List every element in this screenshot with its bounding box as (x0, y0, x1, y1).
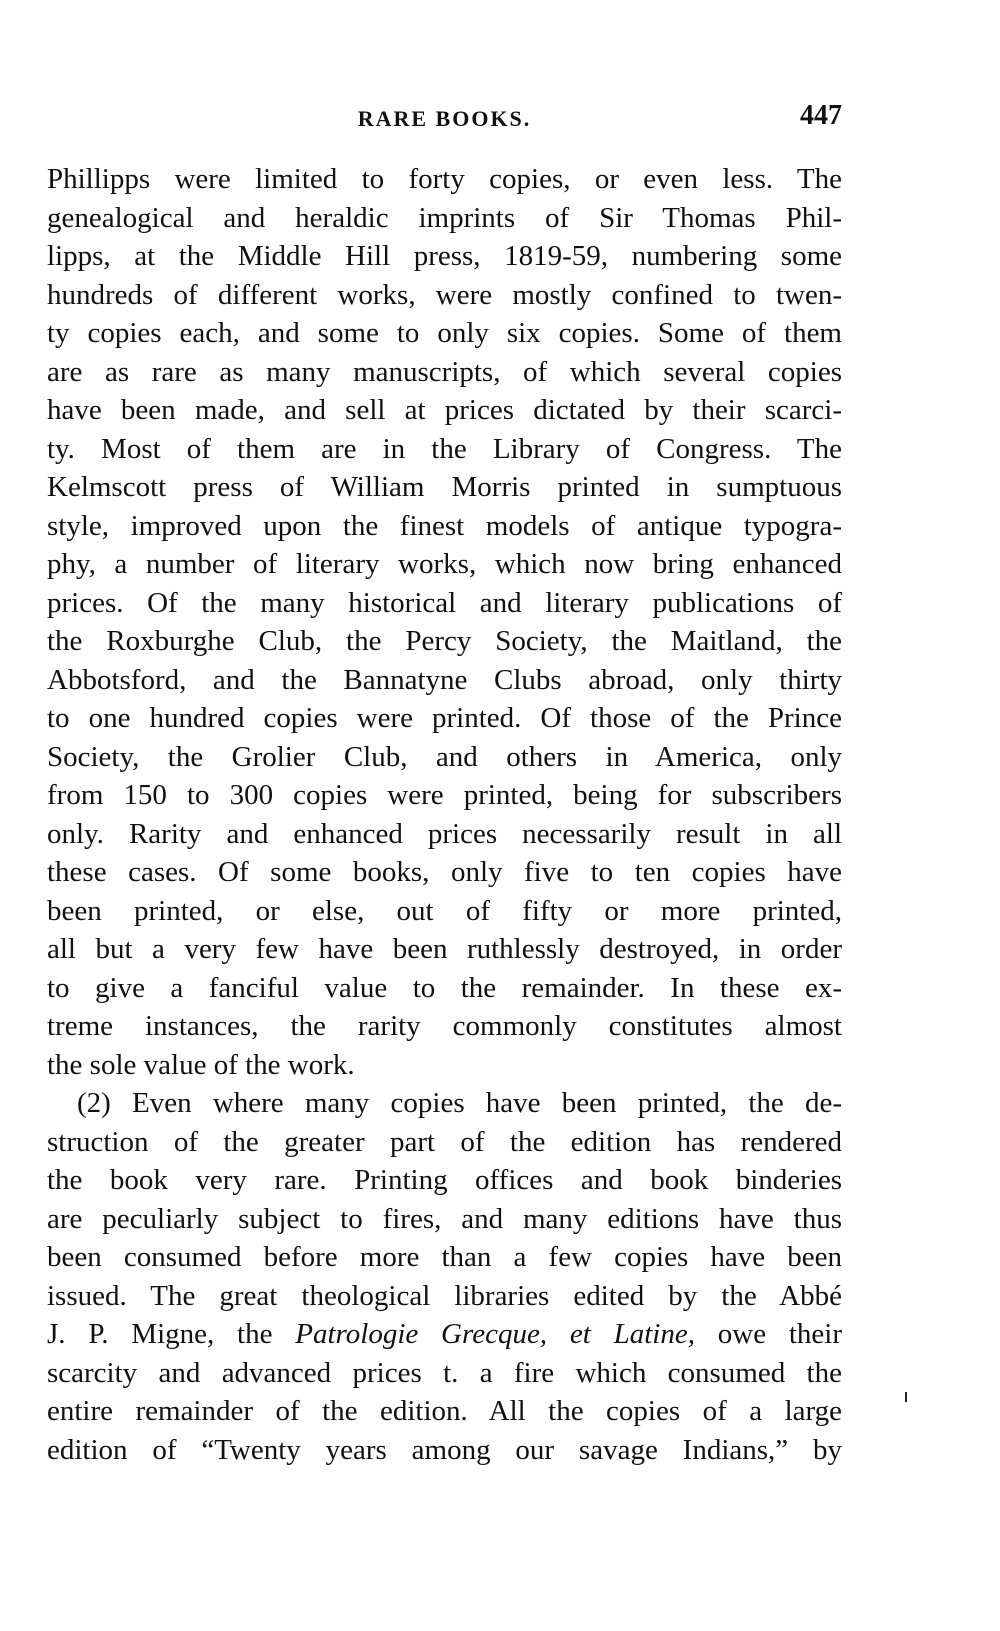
text-line: edition of “Twenty years among our savage Indians,” by (47, 1433, 842, 1466)
text-line: ty. Most of them are in the Library of Congress. The (47, 432, 842, 465)
running-title: RARE BOOKS. (357, 106, 532, 131)
text-line: been consumed before more than a few copies have been (47, 1241, 842, 1273)
page-number: 447 (800, 100, 842, 131)
italic-title: Patrologie Grecque, et Latine, (295, 1318, 695, 1350)
text-line: Phillipps were limited to forty copies, or even less. The (47, 163, 842, 195)
text-line: treme instances, the rarity commonly constitutes almost (47, 1010, 842, 1042)
text-line: hundreds of different works, were mostly confined to twen- (47, 278, 842, 311)
running-head (47, 100, 842, 140)
migne-text-before: J. P. Migne, the (47, 1318, 296, 1350)
text-line-with-italic (47, 1315, 842, 1354)
body-text (47, 160, 842, 1469)
text-line: Society, the Grolier Club, and others in America, only (47, 740, 842, 773)
text-line: entire remainder of the edition. All the copies of a large (47, 1395, 842, 1427)
text-line: style, improved upon the finest models of antique typogra- (47, 509, 842, 542)
text-line: have been made, and sell at prices dictated by their scarci- (47, 394, 842, 426)
paragraph-end-line: the sole value of the work. (47, 1048, 355, 1081)
text-line: are as rare as many manuscripts, of which several copies (47, 355, 842, 388)
text-line: Abbotsford, and the Bannatyne Clubs abroad, only thirty (47, 663, 842, 696)
text-line: all but a very few have been ruthlessly destroyed, in order (47, 933, 842, 965)
text-line: prices. Of the many historical and literary publications of (47, 586, 842, 619)
migne-text-after: owe their (694, 1318, 843, 1350)
text-line: Kelmscott press of William Morris printed in sumptuous (47, 471, 842, 503)
text-line: the Roxburghe Club, the Percy Society, the Maitland, the (47, 625, 842, 657)
paragraph-start-line: (2) Even where many copies have been printed, the de- (77, 1087, 842, 1119)
text-line: scarcity and advanced prices t. a fire which consumed the (47, 1356, 842, 1389)
margin-mark (905, 1392, 907, 1402)
text-line: lipps, at the Middle Hill press, 1819-59, numbering some (47, 240, 842, 272)
text-line: are peculiarly subject to fires, and many editions have thus (47, 1202, 842, 1235)
text-line: the book very rare. Printing offices and book binderies (47, 1164, 842, 1196)
text-line: phy, a number of literary works, which now bring enhanced (47, 548, 842, 580)
text-line: genealogical and heraldic imprints of Sir Thomas Phil- (47, 201, 842, 234)
text-line: these cases. Of some books, only five to ten copies have (47, 856, 842, 888)
text-line: to one hundred copies were printed. Of those of the Prince (47, 702, 842, 734)
text-line: ty copies each, and some to only six copies. Some of them (47, 317, 842, 349)
text-line: been printed, or else, out of fifty or more printed, (47, 894, 842, 927)
text-line: from 150 to 300 copies were printed, being for subscribers (47, 779, 842, 811)
text-line: to give a fanciful value to the remainder. In these ex- (47, 971, 842, 1004)
text-line: issued. The great theological libraries edited by the Abbé (47, 1279, 842, 1312)
text-line: struction of the greater part of the edition has rendered (47, 1125, 842, 1158)
text-line: only. Rarity and enhanced prices necessarily result in all (47, 817, 842, 850)
